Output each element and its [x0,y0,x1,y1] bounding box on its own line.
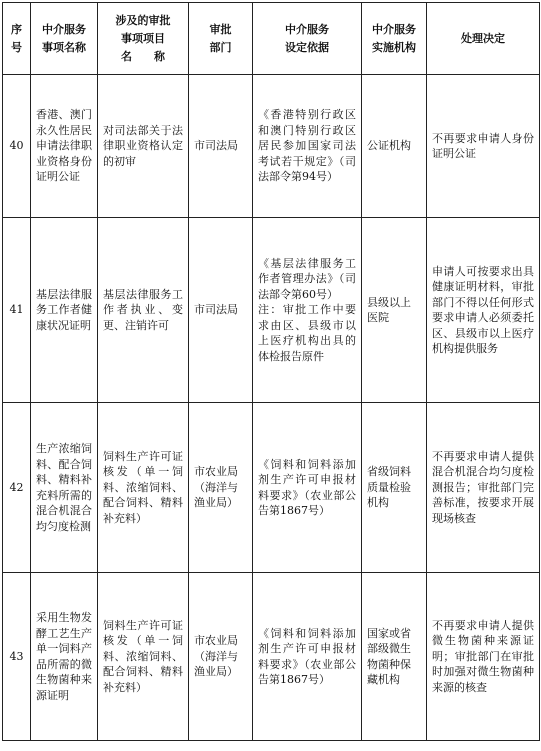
row-number: 43 [3,573,31,741]
legal-basis: 《香港特别行政区和澳门特别行政区居民参加国家司法考试若干规定》（司法部令第94号） [253,75,362,218]
service-item-name: 生产浓缩饲料、配合饲料、精料补充料所需的混合机混合均匀度检测 [31,403,98,573]
header-basis [253,3,362,75]
header-basis-line1: 中介服务 [285,22,329,36]
table-row [3,573,540,741]
header-dept [189,3,253,75]
header-approval-line2: 事项项目 [121,31,165,45]
service-agency: 县级以上医院 [362,218,427,403]
service-agency: 省级饲料质量检验机构 [362,403,427,573]
header-basis-line2: 设定依据 [285,40,329,54]
header-item-line1: 中介服务 [42,22,86,36]
decision: 申请人可按要求出具健康证明材料，审批部门不得以任何形式要求申请人必须委托区、县级市以上医疗机构提供服务 [427,218,540,403]
intermediary-services-table [2,2,540,741]
header-row [3,3,540,75]
approval-department: 市司法局 [189,218,253,403]
header-no-text: 序号 [11,22,22,54]
row-number: 42 [3,403,31,573]
approval-item-name: 对司法部关于法律职业资格认定的初审 [98,75,189,218]
header-dept-line2: 部门 [209,40,232,54]
header-approval-line1: 涉及的审批 [115,13,171,27]
approval-item-name: 基层法律服务工作者执业、变更、注销许可 [98,218,189,403]
table-header [3,3,540,75]
header-agency-line2: 实施机构 [372,40,416,54]
service-item-name: 基层法律服务工作者健康状况证明 [31,218,98,403]
service-item-name: 采用生物发酵工艺生产单一饲料产品所需的微生物菌种来源证明 [31,573,98,741]
header-decision [427,3,540,75]
header-item-line2: 事项名称 [42,40,86,54]
approval-item-name: 饲料生产许可证核发（单一饲料、浓缩饲料、配合饲料、精料补充料） [98,573,189,741]
table-row [3,218,540,403]
decision: 不再要求申请人提供微生物菌种来源证明；审批部门在审批时加强对微生物菌种来源的核查 [427,573,540,741]
table-body [3,75,540,741]
approval-item-name: 饲料生产许可证核发（单一饲料、浓缩饲料、配合饲料、精料补充料） [98,403,189,573]
approval-department: 市农业局（海洋与渔业局） [189,573,253,741]
service-agency: 国家或省部级微生物菌种保藏机构 [362,573,427,741]
approval-department: 市农业局（海洋与渔业局） [189,403,253,573]
service-agency: 公证机构 [362,75,427,218]
service-item-name: 香港、澳门永久性居民申请法律职业资格身份证明公证 [31,75,98,218]
table-row [3,403,540,573]
header-decision-text: 处理决定 [461,31,505,45]
decision: 不再要求申请人提供混合机混合均匀度检测报告；审批部门完善标准，按要求开展现场核查 [427,403,540,573]
header-approval [98,3,189,75]
header-agency [362,3,427,75]
header-no [3,3,31,75]
legal-basis: 《基层法律服务工作者管理办法》（司法部令第60号） 注：审批工作中要求由区、县级市以上医疗机构出具的体检报告原件 [253,218,362,403]
header-dept-line1: 审批 [209,22,232,36]
approval-department: 市司法局 [189,75,253,218]
table-row [3,75,540,218]
header-agency-line1: 中介服务 [372,22,416,36]
header-item [31,3,98,75]
legal-basis: 《饲料和饲料添加剂生产许可申报材料要求》（农业部公告第1867号） [253,403,362,573]
legal-basis: 《饲料和饲料添加剂生产许可申报材料要求》（农业部公告第1867号） [253,573,362,741]
row-number: 41 [3,218,31,403]
row-number: 40 [3,75,31,218]
decision: 不再要求申请人身份证明公证 [427,75,540,218]
header-approval-line3: 名 称 [121,49,165,63]
